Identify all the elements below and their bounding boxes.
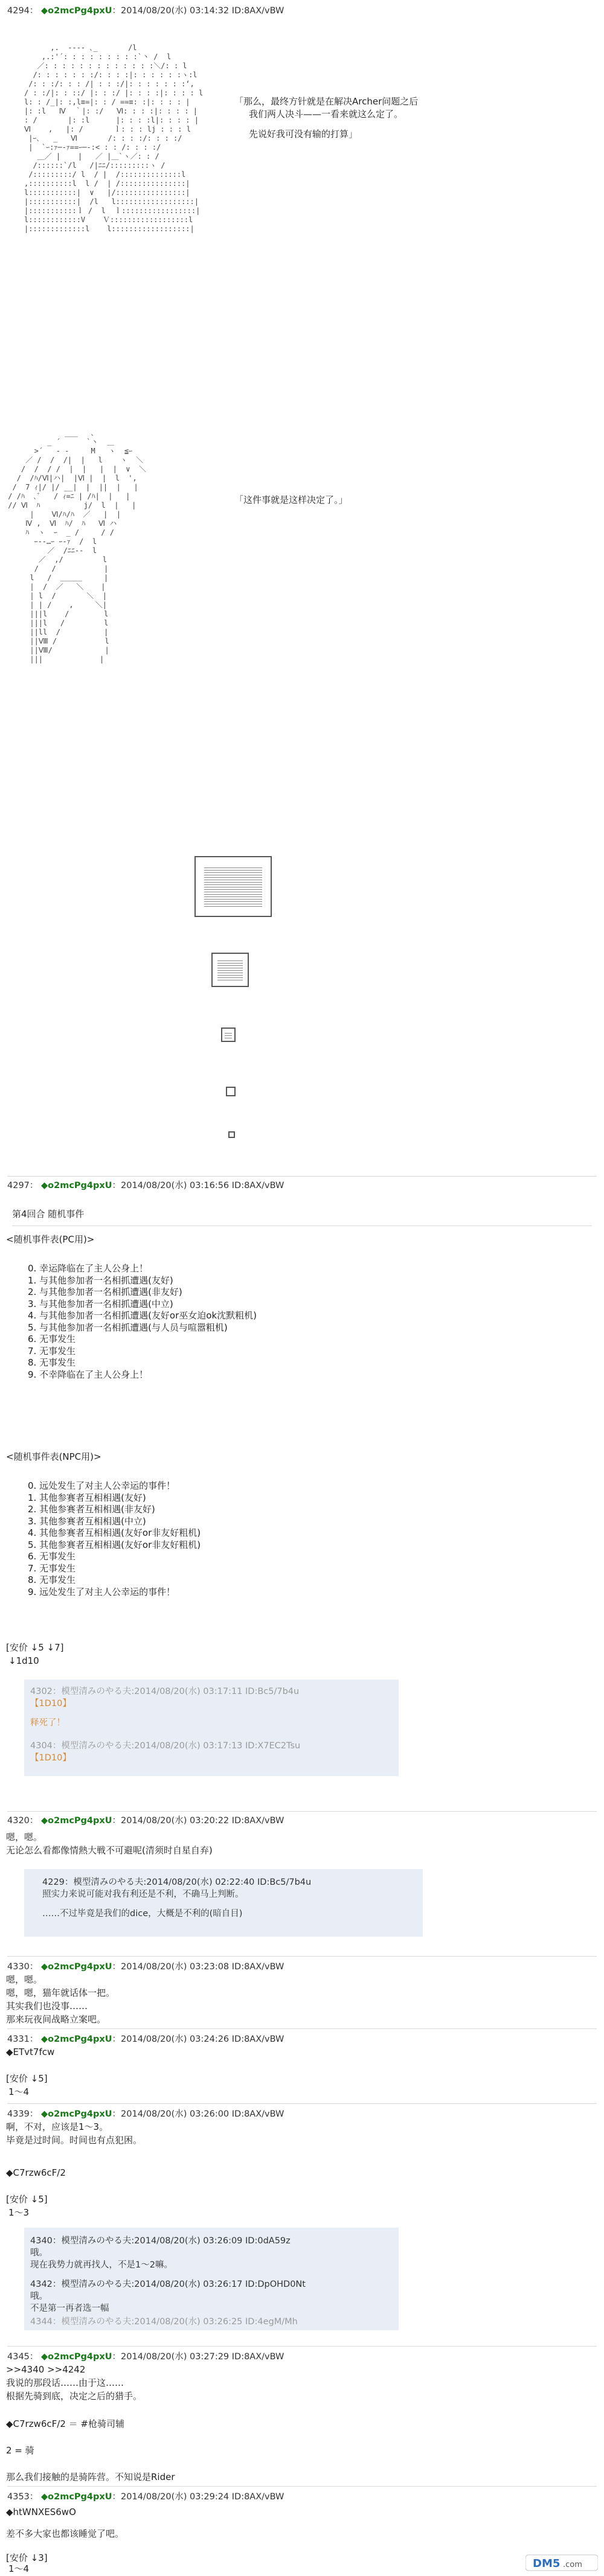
quote-line: 释死了！ xyxy=(30,1718,65,1728)
poster-trip: ◆o2mcPg4pxU xyxy=(41,2109,112,2119)
post-meta: ：2014/08/20(水) 03:14:32 ID:8AX/vBW xyxy=(112,6,284,16)
post-divider xyxy=(7,2486,597,2487)
speech-line: 「那么，最终方针就是在解决Archer问题之后 xyxy=(234,96,419,107)
post-line: 1～3 xyxy=(8,2207,30,2218)
quote-line: 4344：模型清みのやる夫:2014/08/20(水) 03:26:25 ID:4egM/Mh xyxy=(30,2317,298,2327)
post-divider xyxy=(7,2346,597,2347)
speech-bubble-2 xyxy=(234,494,348,507)
post-header xyxy=(7,2107,284,2120)
post-meta: ：2014/08/20(水) 03:16:56 ID:8AX/vBW xyxy=(112,1181,284,1191)
pc-event-item: 8. 无事发生 xyxy=(28,1357,76,1368)
poster-trip: ◆o2mcPg4pxU xyxy=(41,1181,112,1191)
quote-line: 哦。 xyxy=(30,2248,48,2258)
post-number: 4345 xyxy=(7,2352,30,2362)
post-header xyxy=(7,2032,284,2045)
pc-event-item: 0. 幸运降临在了主人公身上！ xyxy=(28,1263,149,1274)
post-line: 嗯，嗯。 xyxy=(6,1832,43,1843)
post-sep: ： xyxy=(29,2034,39,2044)
post-line: 无论怎么看都像情熱大戦不可避呢(清须时自星自弃) xyxy=(6,1845,213,1856)
pc-event-item: 6. 无事发生 xyxy=(28,1334,76,1344)
fade-square-small xyxy=(221,1028,236,1042)
quote-line: 不是第一再者选一幅 xyxy=(30,2304,109,2313)
reply-anchor[interactable]: >>4340 >>4242 xyxy=(6,2364,86,2375)
poster-trip: ◆o2mcPg4pxU xyxy=(41,1816,112,1826)
post-line: 1～4 xyxy=(8,2086,30,2097)
quote-line: 4304：模型清みのやる夫:2014/08/20(水) 03:17:13 ID:X7EC2Tsu xyxy=(30,1741,301,1751)
npc-event-item: 9. 远处发生了对主人公幸运的事件！ xyxy=(28,1586,176,1597)
post-number: 4339 xyxy=(7,2109,30,2119)
post-divider xyxy=(7,1176,597,1177)
post-line: 那来玩夜间战略立案吧。 xyxy=(6,2014,106,2025)
dice-roll: ↓1d10 xyxy=(8,1655,39,1666)
post-sep: ： xyxy=(29,6,39,16)
pc-event-item: 7. 无事发生 xyxy=(28,1345,76,1357)
quote-line: 4340：模型清みのやる夫:2014/08/20(水) 03:26:09 ID:0dA59z xyxy=(30,2236,291,2246)
post-sep: ： xyxy=(29,1181,39,1191)
post-number: 4330 xyxy=(7,1962,30,1972)
post-meta: ：2014/08/20(水) 03:27:29 ID:8AX/vBW xyxy=(112,2352,284,2362)
post-meta: ：2014/08/20(水) 03:26:00 ID:8AX/vBW xyxy=(112,2109,284,2119)
post-sep: ： xyxy=(29,1816,39,1826)
speech-line: 「这件事就是这样决定了。」 xyxy=(234,494,348,505)
post-header xyxy=(7,1178,284,1191)
post-sep: ： xyxy=(29,2492,39,2502)
post-header xyxy=(7,2350,284,2362)
speech-line: 先说好我可没有输的打算」 xyxy=(249,129,358,139)
npc-event-item: 3. 其他参赛者互相相遇(中立) xyxy=(28,1515,146,1527)
post-line: 嗯，嗯。 xyxy=(6,1974,43,1985)
post-line: 嗯，嗯，猫年就话体一把。 xyxy=(6,1987,115,1998)
logo-suffix: .com xyxy=(563,2560,582,2569)
post-number: 4297 xyxy=(7,1181,30,1191)
quoted-replies-1 xyxy=(24,1680,399,1776)
quote-line: 【1D10】 xyxy=(30,1753,71,1763)
event-title: 第4回合 随机事件 xyxy=(12,1209,85,1219)
quote-line: 4302：模型清みのやる夫:2014/08/20(水) 03:17:11 ID:Bc5/7b4u xyxy=(30,1687,300,1696)
poster-trip: ◆o2mcPg4pxU xyxy=(41,6,112,16)
post-number: 4294 xyxy=(7,6,30,16)
pc-event-item: 9. 不幸降临在了主人公身上！ xyxy=(28,1369,149,1380)
post-divider xyxy=(7,1811,597,1812)
ascii-art-character-1: ,. -‐‐- ､_ /l ,.:'´: : : : : : : : :`丶 / l ／: : : : : : : : : : : : :＼/: : l /: : : : : : :/: : : :|: : : : : :ヽ:l /: : :/: : : /| : : :/|: : : : : : :‘, / : :/|: : ::/ |: : :/ |: : : :|: : : : l l: : /_|: :,l≡=|: : / ==≡: :|: : : : | |: :l Ⅳ ｀|: :/ Ⅵ: : : :|: : : : | : / |: :l |: : : :l|: : : : | Ⅵ , |: / ｌ: : : lj : : : l |ｰ､ _ Ⅵ /: : : :/: : : :/ | `ｰ:ｧ─‐ｧ==ｰ─‐:< : : /: : : :/ ＿／ | | ／ |＿`ヽ／: : / /::::::`/l /|ﾆﾆ/:::::::::ヽ / /:::::::::/ l / | /::::::::::::::l ,::::::::::l l / | /:::::::::::::::| l:::::::::::| ∨ |/::::::::::::::::| |:::::::::::| /l l::::::::::::::::::| |:::::::::::ｌ / l ｌ:::::::::::::::::| l::::::::::::V Ｖ::::::::::::::::::l |:::::::::::::l l::::::::::::::::::| xyxy=(24,43,204,233)
post-line: ◆C7rzw6cF/2 xyxy=(6,2167,66,2178)
ascii-art-character-2: ___ ､ _ ´ `丶 ＿ >´ ‐ ‐ M ヽ ≦ｰ ／ / / /| | l ヽ ＼ / / / / | | | | ∨ ＼ / /ﾊ/Ⅵ|ハ| |Ⅵ | | l ', / 7 ｨ|/ |/ __| | || | | / /ﾊ ､ﾞ / ｨ=ﾆ | /ﾊ| | | // Ⅵ ﾊ j/ l | | | Ⅵ/ﾊ/ﾊ ／ | | Ⅳ , Ⅵ ﾊ/ ﾊ Ⅵ ハ ﾊ ヽ ｰ _ / / / ｰ-‐…ｰ ｰ-ｧ / l ／ /ﾆﾆ‐- l ／ ,/ l / / | l / ＿＿＿ | | / ／ ＼ | | l / ＼ | | | / , ＼| |||l / l |||l / l ||ll / | ||Ⅷ / l ||Ⅷ/ | ||| | xyxy=(8,429,146,663)
post-number: 4331 xyxy=(7,2034,30,2044)
post-header xyxy=(7,1814,284,1826)
post-line: 其实我们也没事…… xyxy=(6,2001,88,2012)
quoted-replies-2 xyxy=(24,1869,423,1937)
post-divider xyxy=(7,2028,597,2029)
post-line: 1～4 xyxy=(8,2563,30,2574)
fade-square-smallest xyxy=(228,1131,235,1138)
quote-line: ……不过毕竟是我们的dice，大概是不利的(暗自目) xyxy=(42,1909,243,1919)
npc-event-item: 1. 其他参赛者互相相遇(友好) xyxy=(28,1492,146,1503)
pc-event-item: 4. 与其他参加者一名相抓遭遇(友好or巫女迫ok沈默粗机) xyxy=(28,1310,257,1321)
pc-event-list xyxy=(28,1263,257,1381)
post-line: [安价 ↓3] xyxy=(6,2552,48,2563)
post-line: 那么我们接触的是骑阵营。不知说是Rider xyxy=(6,2472,175,2482)
poster-trip: ◆o2mcPg4pxU xyxy=(41,1962,112,1972)
npc-event-list xyxy=(28,1480,201,1598)
post-divider xyxy=(7,1956,597,1957)
post-header xyxy=(7,2490,284,2502)
quote-line: 哦。 xyxy=(30,2292,48,2301)
site-logo xyxy=(525,2554,598,2572)
post-line: ◆ETvt7fcw xyxy=(6,2047,55,2057)
fade-square-medium xyxy=(211,953,249,987)
quote-line: 【1D10】 xyxy=(30,1699,71,1708)
post-header xyxy=(7,4,284,16)
npc-event-item: 0. 远处发生了对主人公幸运的事件！ xyxy=(28,1480,176,1491)
post-number: 4353 xyxy=(7,2492,30,2502)
quote-line: 现在我势力就再找人，不是1～2嘛。 xyxy=(30,2260,173,2270)
quote-line: 4342：模型清みのやる夫:2014/08/20(水) 03:26:17 ID:DpOHD0Nt xyxy=(30,2280,306,2289)
pc-event-item: 5. 与其他参加者一名相抓遭遇(与人员与喧嚣粗机) xyxy=(28,1322,228,1333)
post-line: 毕竟是过时间。时间也有点犯困。 xyxy=(6,2135,143,2146)
dice-call: [安价 ↓5 ↓7] xyxy=(6,1642,64,1653)
post-meta: ：2014/08/20(水) 03:24:26 ID:8AX/vBW xyxy=(112,2034,284,2044)
post-line: ◆C7rzw6cF/2 ＝ #枪骑司辅 xyxy=(6,2418,124,2429)
quote-line: 4229：模型清みのやる夫:2014/08/20(水) 02:22:40 ID:Bc5/7b4u xyxy=(42,1878,312,1887)
pc-event-item: 1. 与其他参加者一名相抓遭遇(友好) xyxy=(28,1274,173,1286)
post-line: 根据先骑到底，决定之后的猎手。 xyxy=(6,2391,143,2402)
post-line: 2 = 骑 xyxy=(6,2445,34,2456)
npc-event-item: 5. 其他参赛者互相相遇(友好or非友好粗机) xyxy=(28,1539,201,1550)
npc-event-item: 6. 无事发生 xyxy=(28,1551,76,1562)
post-number: 4320 xyxy=(7,1816,30,1826)
post-sep: ： xyxy=(29,2109,39,2119)
npc-event-item: 8. 无事发生 xyxy=(28,1574,76,1585)
post-sep: ： xyxy=(29,2352,39,2362)
post-meta: ：2014/08/20(水) 03:29:24 ID:8AX/vBW xyxy=(112,2492,284,2502)
speech-line: 我们两人决斗——一看来就这么定了。 xyxy=(249,109,403,120)
post-line: ◆htWNXES6wO xyxy=(6,2507,76,2517)
pc-table-header: <随机事件表(PC用)> xyxy=(6,1234,95,1245)
poster-trip: ◆o2mcPg4pxU xyxy=(41,2034,112,2044)
post-line: 差不多大家也都该睡觉了吧。 xyxy=(6,2528,124,2539)
post-header xyxy=(7,1960,284,1972)
speech-bubble-1 xyxy=(234,95,418,141)
quoted-replies-3 xyxy=(24,2228,399,2330)
pc-event-item: 2. 与其他参加者一名相抓遭遇(非友好) xyxy=(28,1286,182,1297)
npc-event-item: 4. 其他参赛者互相相遇(友好or非友好粗机) xyxy=(28,1527,201,1538)
poster-trip: ◆o2mcPg4pxU xyxy=(41,2492,112,2502)
npc-event-item: 2. 其他参赛者互相相遇(非友好) xyxy=(28,1504,155,1515)
post-line: [安价 ↓5] xyxy=(6,2194,48,2205)
fade-square-large xyxy=(194,856,272,917)
fade-square-smaller xyxy=(226,1087,236,1096)
quote-line: 照实力来说可能对我有利还是不利，不确马上判断。 xyxy=(42,1890,244,1899)
npc-event-item: 7. 无事发生 xyxy=(28,1562,76,1574)
post-divider xyxy=(7,2103,597,2104)
post-line: [安价 ↓5] xyxy=(6,2073,48,2084)
post-meta: ：2014/08/20(水) 03:23:08 ID:8AX/vBW xyxy=(112,1962,284,1972)
poster-trip: ◆o2mcPg4pxU xyxy=(41,2352,112,2362)
pc-event-item: 3. 与其他参加者一名相抓遭遇(中立) xyxy=(28,1298,173,1309)
logo-text: DM5 xyxy=(533,2557,561,2570)
post-sep: ： xyxy=(29,1962,39,1972)
post-line: 我说的那段话……由于这…… xyxy=(6,2377,124,2388)
post-meta: ：2014/08/20(水) 03:20:22 ID:8AX/vBW xyxy=(112,1816,284,1826)
post-line: 啊，不对，应该是1～3。 xyxy=(6,2121,109,2132)
npc-table-header: <随机事件表(NPC用)> xyxy=(6,1451,101,1462)
